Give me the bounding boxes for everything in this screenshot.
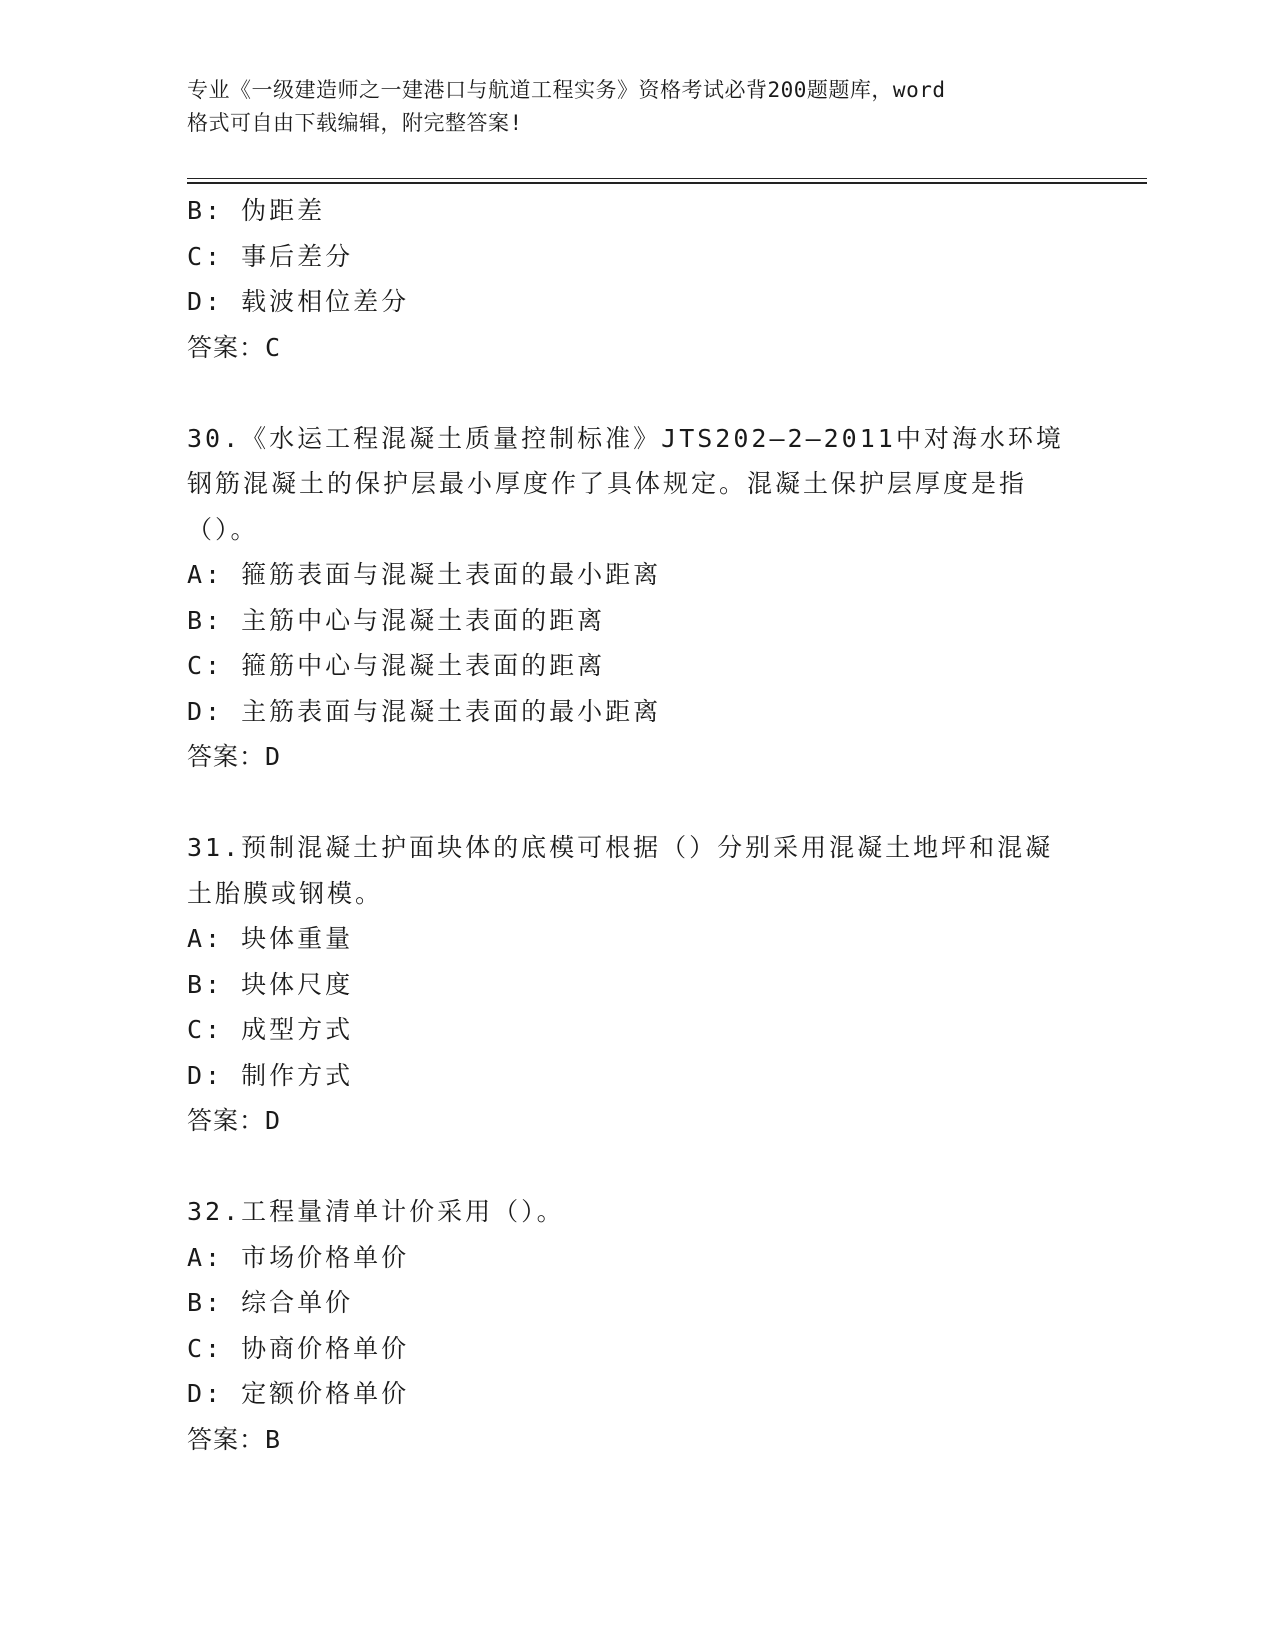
header-line-1: 专业《一级建造师之一建港口与航道工程实务》资格考试必背200题题库，word (187, 78, 946, 102)
option-c: C: 成型方式 (187, 1015, 354, 1044)
answer-line: 答案：D (187, 1106, 282, 1135)
question-31 (187, 825, 1087, 1144)
option-d: D: 制作方式 (187, 1060, 354, 1090)
question-gap (187, 780, 1087, 826)
question-content (187, 188, 1087, 1462)
question-gap (187, 1144, 1087, 1190)
option-b: B: 主筋中心与混凝土表面的距离 (187, 605, 606, 635)
option-d: D: 定额价格单价 (187, 1379, 410, 1408)
document-header (187, 74, 1067, 140)
question-30 (187, 416, 1087, 780)
option-c: C: 协商价格单价 (187, 1333, 410, 1363)
option-a: A: 市场价格单价 (187, 1242, 410, 1272)
option-b: B: 伪距差 (187, 196, 326, 225)
question-stem-line: 32.工程量清单计价采用（）。 (187, 1197, 565, 1226)
question-gap (187, 370, 1087, 416)
answer-line: 答案：D (187, 742, 282, 771)
option-d: D: 载波相位差分 (187, 287, 410, 316)
question-stem-line: 31.预制混凝土护面块体的底模可根据（）分别采用混凝土地坪和混凝 (187, 833, 1054, 862)
option-b: B: 综合单价 (187, 1288, 354, 1317)
option-b: B: 块体尺度 (187, 969, 354, 999)
lead-question-block (187, 188, 1087, 370)
question-stem-line: （）。 (187, 514, 259, 544)
question-stem-line: 30.《水运工程混凝土质量控制标准》JTS202—2—2011中对海水环境 (187, 423, 1064, 453)
header-divider-thin (187, 178, 1147, 179)
option-a: A: 块体重量 (187, 924, 354, 953)
question-32 (187, 1189, 1087, 1462)
question-stem-line: 钢筋混凝土的保护层最小厚度作了具体规定。混凝土保护层厚度是指 (187, 469, 1028, 498)
header-line-2: 格式可自由下载编辑，附完整答案! (187, 111, 523, 135)
option-c: C: 箍筋中心与混凝土表面的距离 (187, 651, 606, 680)
option-c: C: 事后差分 (187, 241, 354, 271)
option-a: A: 箍筋表面与混凝土表面的最小距离 (187, 560, 662, 589)
answer-line: 答案：C (187, 332, 282, 362)
question-stem-line: 土胎膜或钢模。 (187, 878, 384, 908)
option-d: D: 主筋表面与混凝土表面的最小距离 (187, 696, 662, 726)
header-divider-thick (187, 182, 1147, 184)
answer-line: 答案：B (187, 1424, 282, 1454)
